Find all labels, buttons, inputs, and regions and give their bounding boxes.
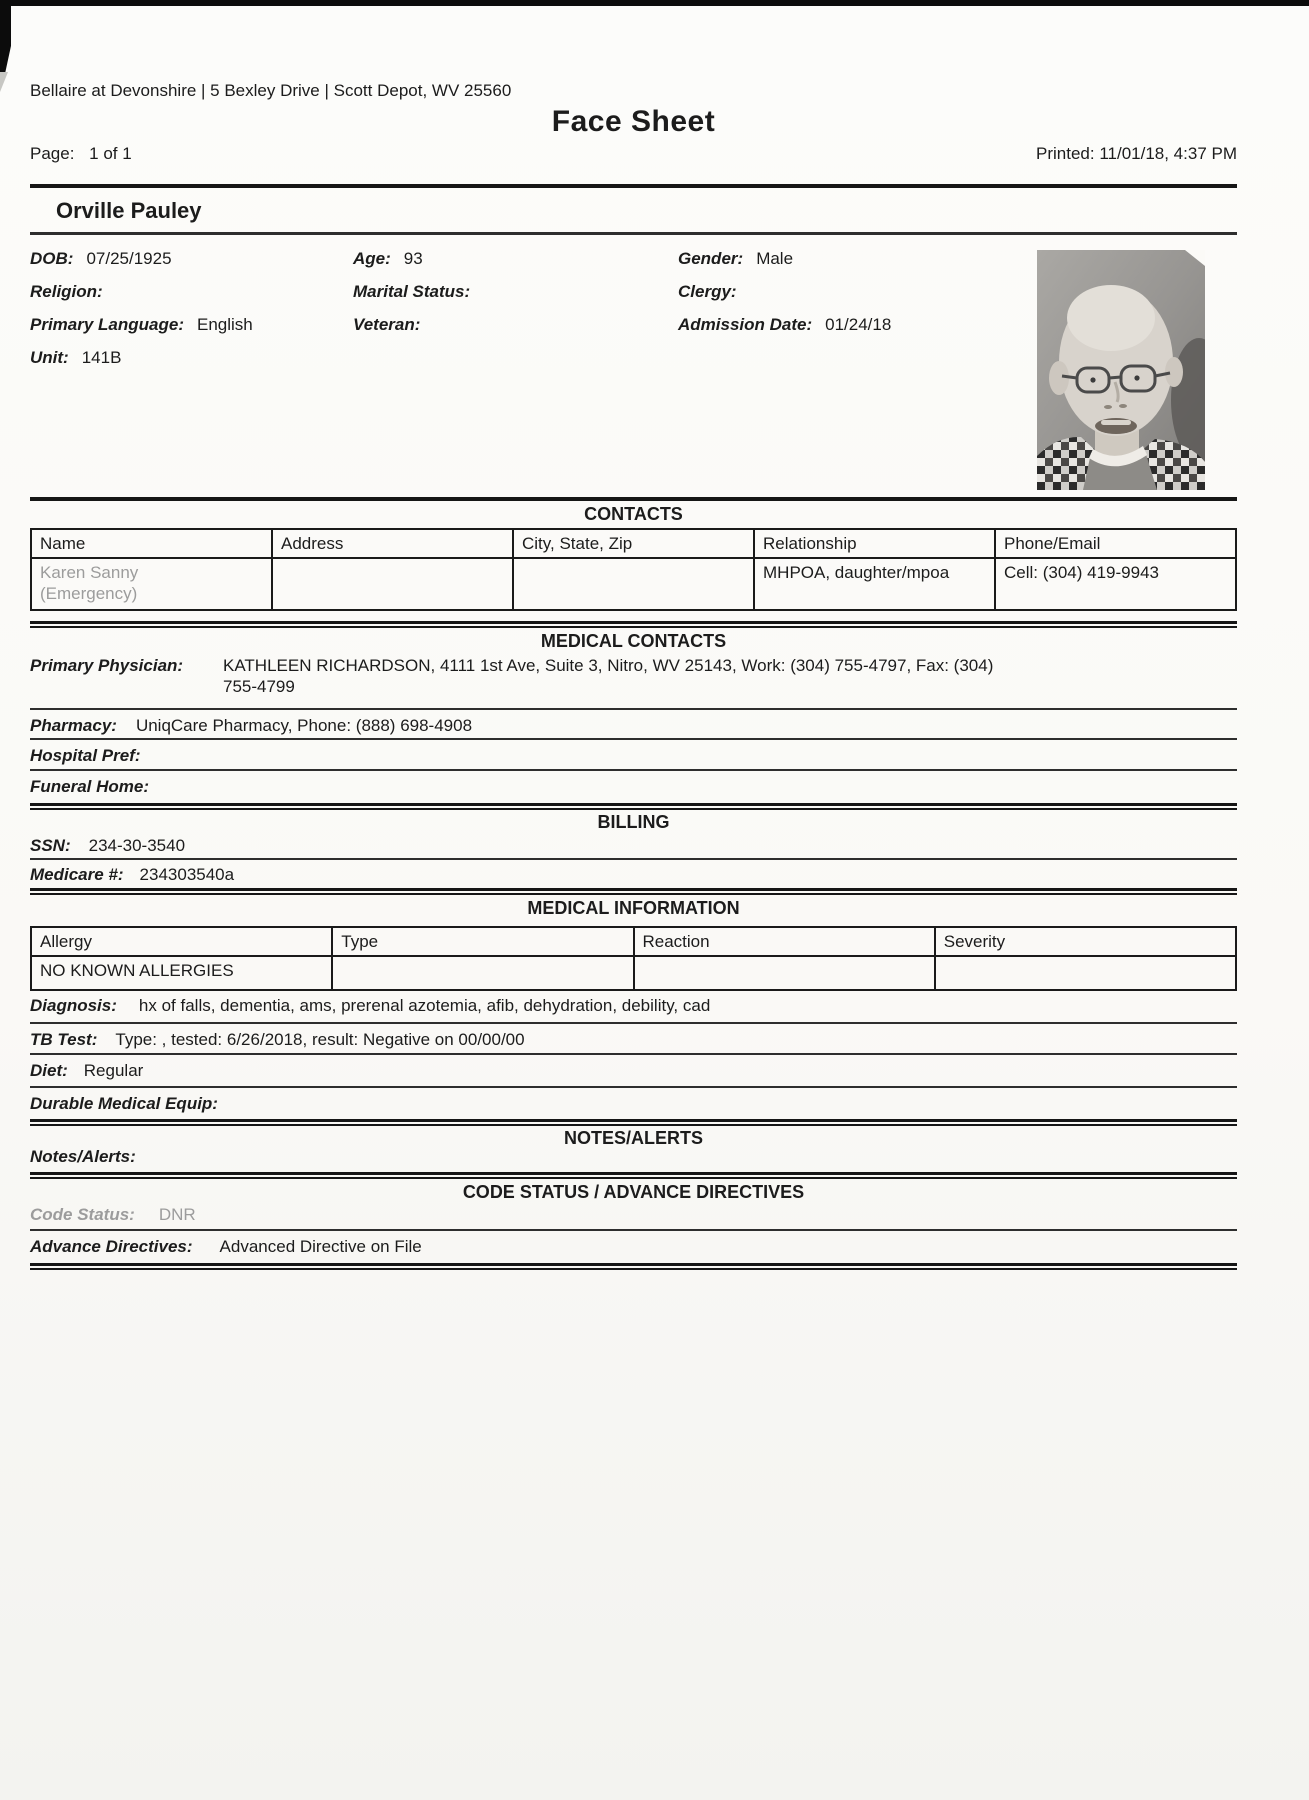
- allergy-type-cell: [332, 956, 633, 990]
- divider: [30, 1229, 1237, 1231]
- divider: [30, 1172, 1237, 1179]
- demographics-section: [30, 235, 1237, 497]
- field-clergy: Clergy:: [678, 282, 737, 301]
- divider: [30, 769, 1237, 771]
- demographics-column-2: [353, 248, 483, 347]
- contact-phone-cell: Cell: (304) 419-9943: [995, 558, 1236, 610]
- field-notes-alerts: Notes/Alerts:: [30, 1147, 136, 1166]
- scan-corner-shadow: [0, 72, 8, 92]
- allergy-row: [31, 956, 1236, 990]
- field-admission-date: Admission Date: 01/24/18: [678, 315, 892, 334]
- field-tb-test: TB Test: Type: , tested: 6/26/2018, result: Negative on 00/00/00: [30, 1030, 525, 1049]
- field-ssn: SSN: 234-30-3540: [30, 836, 186, 855]
- contacts-header-row: [31, 529, 1236, 558]
- field-durable-medical-equip: Durable Medical Equip:: [30, 1094, 218, 1113]
- divider: [30, 621, 1237, 628]
- page-number: [30, 143, 132, 164]
- allergy-value-cell: NO KNOWN ALLERGIES: [31, 956, 332, 990]
- allergy-col-severity: Severity: [935, 927, 1236, 956]
- contacts-col-phone: Phone/Email: [995, 529, 1236, 558]
- contact-city-cell: [513, 558, 754, 610]
- allergy-severity-cell: [935, 956, 1236, 990]
- contacts-table: [30, 528, 1237, 611]
- field-medicare: Medicare #: 234303540a: [30, 865, 235, 884]
- section-heading-contacts: CONTACTS: [584, 504, 683, 524]
- allergy-header-row: [31, 927, 1236, 956]
- field-primary-physician: Primary Physician: KATHLEEN RICHARDSON, 4111 1st Ave, Suite 3, Nitro, WV 25143, Work: (304) 755-4797, Fax: (304) 755-4799: [30, 656, 994, 696]
- divider: [30, 708, 1237, 710]
- divider: [30, 738, 1237, 740]
- field-pharmacy: Pharmacy: UniqCare Pharmacy, Phone: (888) 698-4908: [30, 716, 473, 735]
- field-diagnosis: Diagnosis: hx of falls, dementia, ams, prerenal azotemia, afib, dehydration, debility, cad: [30, 996, 711, 1015]
- allergy-reaction-cell: [634, 956, 935, 990]
- divider: [30, 497, 1237, 501]
- divider: [30, 1086, 1237, 1088]
- field-code-status: Code Status: DNR: [30, 1205, 196, 1224]
- field-hospital-pref: Hospital Pref:: [30, 746, 141, 765]
- divider: [30, 1053, 1237, 1055]
- field-primary-language: Primary Language: English: [30, 315, 253, 334]
- contact-relationship-cell: MHPOA, daughter/mpoa: [754, 558, 995, 610]
- demographics-column-1: [30, 248, 253, 380]
- contact-address-cell: [272, 558, 513, 610]
- allergy-col-allergy: Allergy: [31, 927, 332, 956]
- allergy-col-reaction: Reaction: [634, 927, 935, 956]
- contacts-col-relationship: Relationship: [754, 529, 995, 558]
- field-unit: Unit: 141B: [30, 348, 122, 367]
- divider: [30, 1119, 1237, 1126]
- divider: [30, 184, 1237, 188]
- field-gender: Gender: Male: [678, 249, 794, 268]
- document-content: [30, 0, 1237, 1270]
- allergy-col-type: Type: [332, 927, 633, 956]
- field-religion: Religion:: [30, 282, 103, 301]
- section-heading-medical-contacts: MEDICAL CONTACTS: [540, 631, 727, 651]
- facility-address-line: Bellaire at Devonshire | 5 Bexley Drive | Scott Depot, WV 25560: [30, 81, 512, 100]
- section-heading-billing: BILLING: [597, 812, 670, 832]
- printed-timestamp: Printed: 11/01/18, 4:37 PM: [1036, 144, 1237, 163]
- document-title: Face Sheet: [551, 105, 716, 138]
- field-dob: DOB: 07/25/1925: [30, 249, 172, 268]
- field-diet: Diet: Regular: [30, 1061, 144, 1080]
- allergy-table: [30, 926, 1237, 991]
- header-meta-row: [30, 143, 1237, 164]
- contact-row: [31, 558, 1236, 610]
- contact-name-cell: Karen Sanny (Emergency): [31, 558, 272, 610]
- divider: [30, 1022, 1237, 1024]
- resident-name: Orville Pauley: [56, 198, 202, 223]
- field-age: Age: 93: [353, 249, 423, 268]
- divider: [30, 1263, 1237, 1270]
- page-label: Page:: [30, 144, 75, 163]
- field-veteran: Veteran:: [353, 315, 421, 334]
- contacts-col-address: Address: [272, 529, 513, 558]
- section-heading-notes-alerts: NOTES/ALERTS: [563, 1128, 703, 1148]
- section-heading-medical-information: MEDICAL INFORMATION: [527, 898, 740, 918]
- page-value: 1 of 1: [89, 144, 132, 163]
- field-advance-directives: Advance Directives: Advanced Directive on File: [30, 1237, 422, 1256]
- section-heading-code-status: CODE STATUS / ADVANCE DIRECTIVES: [462, 1182, 805, 1202]
- contacts-col-city: City, State, Zip: [513, 529, 754, 558]
- divider: [30, 803, 1237, 810]
- field-funeral-home: Funeral Home:: [30, 777, 150, 796]
- contacts-col-name: Name: [31, 529, 272, 558]
- field-marital-status: Marital Status:: [353, 282, 471, 301]
- divider: [30, 888, 1237, 895]
- demographics-column-3: [678, 248, 891, 347]
- scan-corner-artifact: [0, 0, 11, 74]
- divider: [30, 858, 1237, 860]
